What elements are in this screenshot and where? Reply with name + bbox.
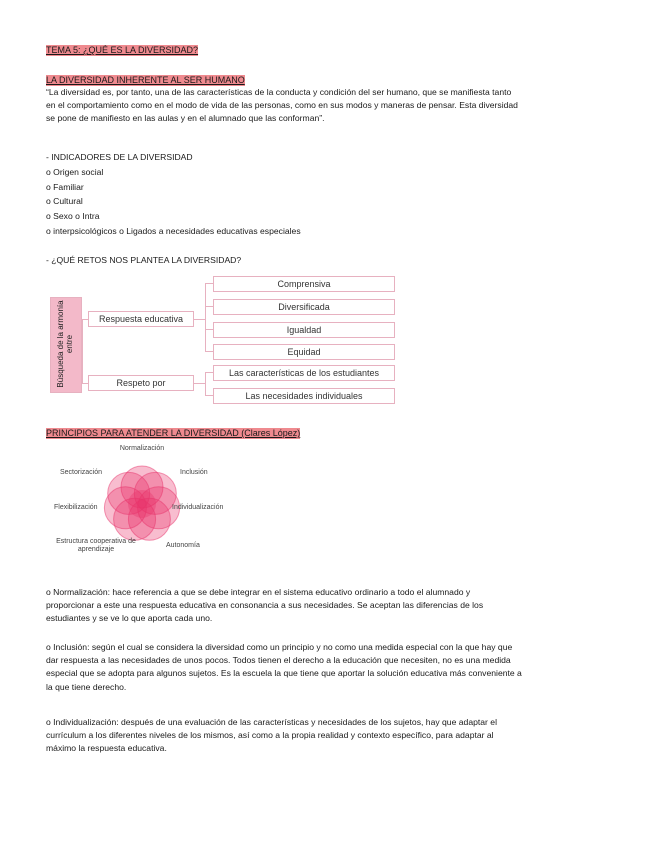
connector <box>205 372 206 395</box>
connector <box>205 283 206 352</box>
principle-individualizacion <box>46 716 621 756</box>
paragraph-line: o Inclusión: según el cual se considera la diversidad como un principio y no como una medida especial con la que hay que <box>46 642 513 652</box>
leaf-caracteristicas-estudiantes: Las características de los estudiantes <box>213 365 395 381</box>
paragraph-line: currículum a los diferentes niveles de los mismos, así como a la propia realidad y contexto específico, para adaptar al <box>46 730 494 741</box>
connector <box>205 329 213 330</box>
diversity-quote <box>46 86 621 126</box>
leaf-igualdad: Igualdad <box>213 322 395 338</box>
connector <box>205 306 213 307</box>
paragraph-line: la que tiene derecho. <box>46 681 127 692</box>
section-heading-diversity: LA DIVERSIDAD INHERENTE AL SER HUMANO <box>46 75 245 85</box>
principles-flower <box>46 444 246 556</box>
paragraph-line: estudiantes y se ve lo que aporta cada uno. <box>46 613 213 624</box>
label-normalizacion: Normalización <box>119 445 165 452</box>
label-autonomia: Autonomía <box>166 542 200 549</box>
label-flexibilizacion: Flexibilización <box>54 504 98 511</box>
paragraph-line: o Individualización: después de una evaluación de las características y necesidades de los sujetos, hay que adaptar el <box>46 717 497 727</box>
label-individualizacion: Individualización <box>172 504 224 511</box>
quote-line: se pone de manifiesto en las aulas y en el alumnado que las conforman”. <box>46 113 325 124</box>
connector <box>82 319 83 383</box>
flower-center <box>128 490 156 518</box>
connector <box>205 372 213 373</box>
paragraph-line: dar respuesta a las necesidades de unos pocos. Todos tienen el derecho a la educación que necesiten, no es una medida <box>46 655 511 666</box>
indicators-list <box>46 150 621 239</box>
challenges-heading: - ¿QUÉ RETOS NOS PLANTEA LA DIVERSIDAD? <box>46 255 242 265</box>
label-estructura-cooperativa: Estructura cooperativa de aprendizaje <box>56 538 136 553</box>
label-sectorizacion: Sectorización <box>60 469 103 476</box>
connector <box>205 395 213 396</box>
paragraph-line: proporcionar a este una respuesta educativa en consonancia a sus necesidades. Se aceptan las diferencias de los <box>46 600 484 611</box>
branch-respuesta-educativa: Respuesta educativa <box>88 311 194 327</box>
leaf-equidad: Equidad <box>213 344 395 360</box>
diagram-root-label: Búsqueda de la armonía entre <box>56 300 74 388</box>
list-item: o interpsicológicos o Ligados a necesidades educativas especiales <box>46 225 301 236</box>
principle-normalizacion <box>46 586 621 626</box>
indicators-heading: - INDICADORES DE LA DIVERSIDAD <box>46 152 193 162</box>
connector <box>205 351 213 352</box>
label-inclusion: Inclusión <box>180 469 208 476</box>
connector <box>193 319 205 320</box>
challenges-diagram <box>46 273 410 409</box>
paragraph-line: o Normalización: hace referencia a que se debe integrar en el sistema educativo ordinario a todo el alumnado y <box>46 587 471 597</box>
quote-line: en el comportamiento como en el modo de vida de las personas, como en sus modos y maneras de pensar. Esta diversidad <box>46 100 518 111</box>
paragraph-line: especial que se adopta para algunos sujetos. Es la escuela la que tiene que aportar la solución educativa más conveniente a <box>46 668 522 679</box>
list-item: o Sexo o Intra <box>46 211 100 222</box>
connector <box>193 383 205 384</box>
principles-heading: PRINCIPIOS PARA ATENDER LA DIVERSIDAD (Clares López) <box>46 428 301 438</box>
list-item: o Familiar <box>46 181 84 192</box>
paragraph-line: máximo la respuesta educativa. <box>46 743 167 754</box>
leaf-comprensiva: Comprensiva <box>213 276 395 292</box>
leaf-diversificada: Diversificada <box>213 299 395 315</box>
connector <box>205 283 213 284</box>
leaf-necesidades-individuales: Las necesidades individuales <box>213 388 395 404</box>
quote-line: “La diversidad es, por tanto, una de las características de la conducta y condición del ser humano, que se manifiesta tanto <box>46 87 512 97</box>
list-item: o Origen social <box>46 166 104 177</box>
principle-inclusion <box>46 641 621 694</box>
list-item: o Cultural <box>46 196 83 207</box>
page-title: TEMA 5: ¿QUÉ ES LA DIVERSIDAD? <box>46 45 199 55</box>
branch-respeto-por: Respeto por <box>88 375 194 391</box>
